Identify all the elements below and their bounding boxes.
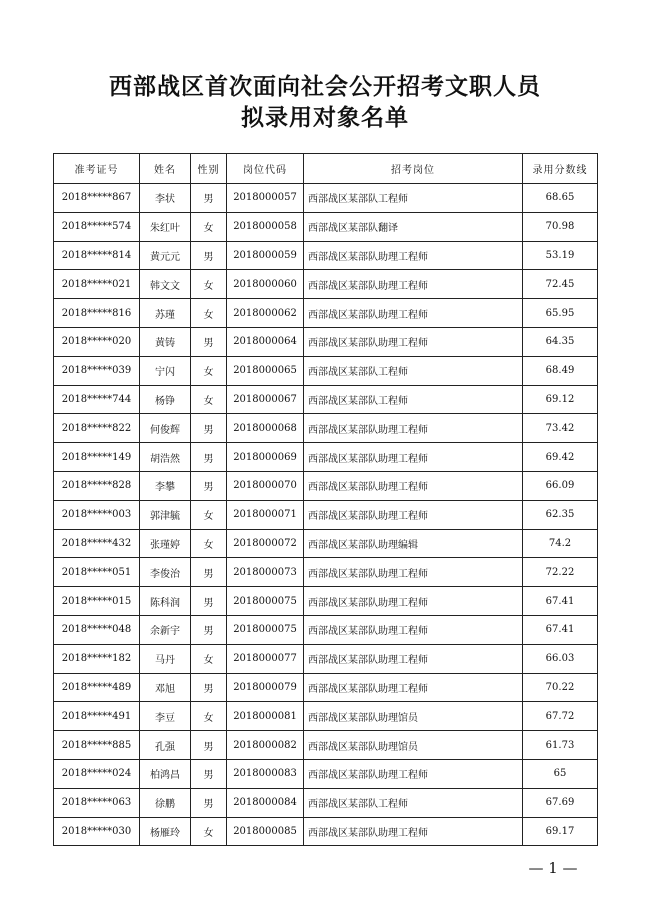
gender-cell: 男	[191, 759, 227, 788]
position-code-cell: 2018000070	[227, 471, 304, 500]
score-line-cell: 68.49	[523, 356, 598, 385]
position-code-cell: 2018000083	[227, 759, 304, 788]
score-line-cell: 64.35	[523, 327, 598, 356]
table-row	[54, 471, 598, 500]
table-row	[54, 558, 598, 587]
name-cell: 胡浩然	[140, 443, 191, 472]
name-cell: 李豆	[140, 702, 191, 731]
exam-id-cell: 2018*****021	[54, 270, 140, 299]
table-row	[54, 759, 598, 788]
position-cell: 西部战区某部队工程师	[304, 788, 523, 817]
name-cell: 朱红叶	[140, 212, 191, 241]
position-cell: 西部战区某部队助理工程师	[304, 500, 523, 529]
score-line-cell: 61.73	[523, 731, 598, 760]
name-cell: 李俊治	[140, 558, 191, 587]
score-line-cell: 67.41	[523, 615, 598, 644]
exam-id-cell: 2018*****491	[54, 702, 140, 731]
score-line-cell: 65	[523, 759, 598, 788]
gender-cell: 女	[191, 299, 227, 328]
name-cell: 余新宇	[140, 615, 191, 644]
score-line-cell: 53.19	[523, 241, 598, 270]
position-code-cell: 2018000082	[227, 731, 304, 760]
score-line-cell: 67.41	[523, 587, 598, 616]
name-cell: 何俊辉	[140, 414, 191, 443]
table-row	[54, 212, 598, 241]
name-cell: 韩文文	[140, 270, 191, 299]
position-cell: 西部战区某部队助理工程师	[304, 299, 523, 328]
name-cell: 柏鸿昌	[140, 759, 191, 788]
table-row	[54, 299, 598, 328]
gender-cell: 女	[191, 817, 227, 846]
position-cell: 西部战区某部队助理工程师	[304, 558, 523, 587]
position-code-cell: 2018000077	[227, 644, 304, 673]
gender-cell: 女	[191, 270, 227, 299]
exam-id-cell: 2018*****003	[54, 500, 140, 529]
exam-id-cell: 2018*****489	[54, 673, 140, 702]
position-cell: 西部战区某部队助理工程师	[304, 587, 523, 616]
position-code-cell: 2018000079	[227, 673, 304, 702]
table-row	[54, 644, 598, 673]
position-cell: 西部战区某部队翻译	[304, 212, 523, 241]
name-cell: 李状	[140, 184, 191, 213]
position-cell: 西部战区某部队助理工程师	[304, 327, 523, 356]
document-subtitle: 拟录用对象名单	[241, 104, 409, 131]
position-cell: 西部战区某部队助理工程师	[304, 241, 523, 270]
exam-id-cell: 2018*****030	[54, 817, 140, 846]
table-row	[54, 270, 598, 299]
score-line-cell: 74.2	[523, 529, 598, 558]
exam-id-header: 准考证号	[54, 154, 140, 184]
position-code-cell: 2018000062	[227, 299, 304, 328]
exam-id-cell: 2018*****885	[54, 731, 140, 760]
table-row	[54, 587, 598, 616]
gender-header: 性别	[191, 154, 227, 184]
table-row	[54, 529, 598, 558]
position-cell: 西部战区某部队助理馆员	[304, 731, 523, 760]
score-line-cell: 70.22	[523, 673, 598, 702]
exam-id-cell: 2018*****867	[54, 184, 140, 213]
gender-cell: 男	[191, 471, 227, 500]
gender-cell: 男	[191, 443, 227, 472]
position-code-cell: 2018000071	[227, 500, 304, 529]
table-row	[54, 702, 598, 731]
gender-cell: 女	[191, 644, 227, 673]
exam-id-cell: 2018*****744	[54, 385, 140, 414]
position-code-cell: 2018000065	[227, 356, 304, 385]
exam-id-cell: 2018*****051	[54, 558, 140, 587]
position-cell: 西部战区某部队工程师	[304, 356, 523, 385]
exam-id-cell: 2018*****432	[54, 529, 140, 558]
position-cell: 西部战区某部队助理工程师	[304, 270, 523, 299]
score-line-cell: 67.69	[523, 788, 598, 817]
position-cell: 西部战区某部队助理工程师	[304, 414, 523, 443]
table-row	[54, 817, 598, 846]
score-line-cell: 69.12	[523, 385, 598, 414]
gender-cell: 男	[191, 673, 227, 702]
table-row	[54, 414, 598, 443]
table-row	[54, 385, 598, 414]
position-code-cell: 2018000081	[227, 702, 304, 731]
name-cell: 张瑾婷	[140, 529, 191, 558]
table-row	[54, 788, 598, 817]
position-code-cell: 2018000085	[227, 817, 304, 846]
gender-cell: 女	[191, 702, 227, 731]
exam-id-cell: 2018*****149	[54, 443, 140, 472]
gender-cell: 男	[191, 587, 227, 616]
gender-cell: 女	[191, 212, 227, 241]
header-row	[54, 154, 598, 184]
exam-id-cell: 2018*****015	[54, 587, 140, 616]
document-title: 西部战区首次面向社会公开招考文职人员	[109, 73, 541, 100]
position-cell: 西部战区某部队助理工程师	[304, 615, 523, 644]
score-line-cell: 65.95	[523, 299, 598, 328]
position-code-cell: 2018000075	[227, 615, 304, 644]
name-cell: 黄铸	[140, 327, 191, 356]
table-row	[54, 443, 598, 472]
score-line-cell: 73.42	[523, 414, 598, 443]
name-cell: 黄元元	[140, 241, 191, 270]
score-line-cell: 72.45	[523, 270, 598, 299]
table-header	[54, 154, 598, 184]
score-line-cell: 69.42	[523, 443, 598, 472]
position-code-cell: 2018000067	[227, 385, 304, 414]
name-cell: 宁闪	[140, 356, 191, 385]
name-cell: 徐鹏	[140, 788, 191, 817]
position-cell: 西部战区某部队助理工程师	[304, 471, 523, 500]
candidate-table	[53, 153, 598, 846]
exam-id-cell: 2018*****828	[54, 471, 140, 500]
position-code-cell: 2018000060	[227, 270, 304, 299]
position-cell: 西部战区某部队工程师	[304, 385, 523, 414]
table-row	[54, 673, 598, 702]
name-cell: 孔强	[140, 731, 191, 760]
score-line-cell: 72.22	[523, 558, 598, 587]
score-line-header: 录用分数线	[523, 154, 598, 184]
name-cell: 邓旭	[140, 673, 191, 702]
name-cell: 马丹	[140, 644, 191, 673]
gender-cell: 女	[191, 500, 227, 529]
gender-cell: 女	[191, 356, 227, 385]
name-cell: 陈科润	[140, 587, 191, 616]
score-line-cell: 66.03	[523, 644, 598, 673]
name-cell: 杨雁玲	[140, 817, 191, 846]
score-line-cell: 68.65	[523, 184, 598, 213]
position-code-cell: 2018000069	[227, 443, 304, 472]
score-line-cell: 66.09	[523, 471, 598, 500]
exam-id-cell: 2018*****814	[54, 241, 140, 270]
score-line-cell: 70.98	[523, 212, 598, 241]
exam-id-cell: 2018*****024	[54, 759, 140, 788]
exam-id-cell: 2018*****063	[54, 788, 140, 817]
gender-cell: 男	[191, 241, 227, 270]
table-row	[54, 327, 598, 356]
gender-cell: 男	[191, 558, 227, 587]
score-line-cell: 62.35	[523, 500, 598, 529]
position-cell: 西部战区某部队工程师	[304, 184, 523, 213]
name-cell: 李攀	[140, 471, 191, 500]
exam-id-cell: 2018*****048	[54, 615, 140, 644]
gender-cell: 女	[191, 385, 227, 414]
exam-id-cell: 2018*****039	[54, 356, 140, 385]
position-code-cell: 2018000064	[227, 327, 304, 356]
name-cell: 苏瑾	[140, 299, 191, 328]
position-code-cell: 2018000059	[227, 241, 304, 270]
position-code-cell: 2018000073	[227, 558, 304, 587]
score-line-cell: 67.72	[523, 702, 598, 731]
gender-cell: 男	[191, 327, 227, 356]
position-code-cell: 2018000068	[227, 414, 304, 443]
exam-id-cell: 2018*****822	[54, 414, 140, 443]
gender-cell: 男	[191, 788, 227, 817]
score-line-cell: 69.17	[523, 817, 598, 846]
table-row	[54, 184, 598, 213]
position-header: 招考岗位	[304, 154, 523, 184]
exam-id-cell: 2018*****816	[54, 299, 140, 328]
position-code-cell: 2018000058	[227, 212, 304, 241]
gender-cell: 男	[191, 414, 227, 443]
gender-cell: 女	[191, 529, 227, 558]
name-cell: 杨铮	[140, 385, 191, 414]
gender-cell: 男	[191, 731, 227, 760]
page-number: — 1 —	[528, 859, 578, 877]
name-cell: 郭津毓	[140, 500, 191, 529]
table-row	[54, 615, 598, 644]
gender-cell: 男	[191, 615, 227, 644]
position-code-header: 岗位代码	[227, 154, 304, 184]
position-cell: 西部战区某部队助理工程师	[304, 443, 523, 472]
position-cell: 西部战区某部队助理馆员	[304, 702, 523, 731]
position-code-cell: 2018000084	[227, 788, 304, 817]
gender-cell: 男	[191, 184, 227, 213]
position-code-cell: 2018000072	[227, 529, 304, 558]
exam-id-cell: 2018*****574	[54, 212, 140, 241]
position-cell: 西部战区某部队助理工程师	[304, 817, 523, 846]
exam-id-cell: 2018*****020	[54, 327, 140, 356]
table-row	[54, 500, 598, 529]
table-body	[54, 184, 598, 846]
table-row	[54, 731, 598, 760]
position-cell: 西部战区某部队助理工程师	[304, 644, 523, 673]
table-row	[54, 241, 598, 270]
position-code-cell: 2018000075	[227, 587, 304, 616]
table-row	[54, 356, 598, 385]
position-cell: 西部战区某部队助理编辑	[304, 529, 523, 558]
position-cell: 西部战区某部队助理工程师	[304, 759, 523, 788]
name-header: 姓名	[140, 154, 191, 184]
position-code-cell: 2018000057	[227, 184, 304, 213]
exam-id-cell: 2018*****182	[54, 644, 140, 673]
position-cell: 西部战区某部队助理工程师	[304, 673, 523, 702]
